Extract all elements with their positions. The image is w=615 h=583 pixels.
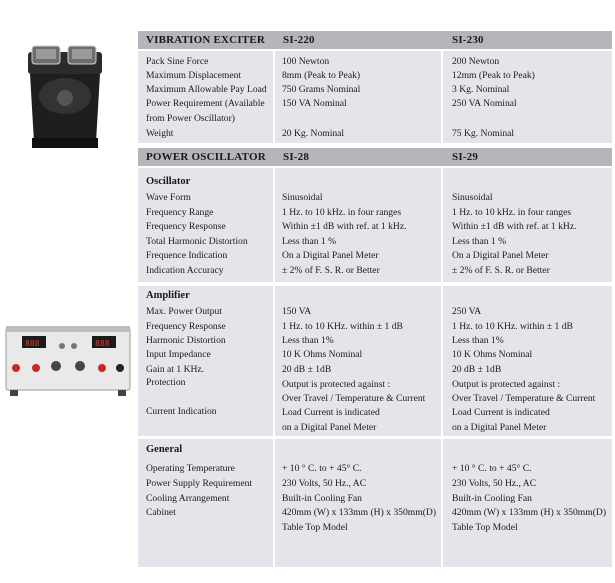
exciter-row-b: 75 Kg. Nominal (452, 128, 515, 139)
oscillator-title: POWER OSCILLATOR (146, 151, 266, 163)
oscillator-row-label: Frequency Range (146, 207, 214, 218)
amplifier-row-b: Less than 1% (452, 335, 504, 346)
amplifier-row-a: Over Travel / Temperature & Current (282, 393, 426, 404)
general-row-b: 420mm (W) x 133mm (H) x 350mm(D) (452, 507, 607, 518)
amplifier-section-title: Amplifier (146, 290, 190, 301)
general-row-b: + 10 ° C. to + 45° C. (452, 463, 532, 474)
general-row-a: Built-in Cooling Fan (282, 493, 362, 504)
svg-text:888: 888 (25, 339, 40, 348)
amplifier-row-a: Less than 1% (282, 335, 334, 346)
general-row-a: 230 Volts, 50 Hz., AC (282, 478, 367, 489)
general-row-label: Cabinet (146, 507, 176, 518)
general-row-b: 230 Volts, 50 Hz., AC (452, 478, 537, 489)
exciter-row-a: 150 VA Nominal (282, 98, 347, 109)
exciter-row-a: 8mm (Peak to Peak) (282, 70, 361, 81)
oscillator-row-label: Frequence Indication (146, 250, 228, 261)
general-row-label: Power Supply Requirement (146, 478, 253, 489)
general-row-b: Built-in Cooling Fan (452, 493, 532, 504)
general-row-a: 420mm (W) x 133mm (H) x 350mm(D) (282, 507, 437, 518)
oscillator-row-b: Less than 1 % (452, 236, 507, 247)
amplifier-row-label: Current Indication (146, 406, 217, 417)
exciter-row-a: 750 Grams Nominal (282, 84, 361, 95)
amplifier-row-b: 250 VA (452, 306, 482, 317)
oscillator-model-a: SI-28 (283, 151, 310, 163)
exciter-row-label: Weight (146, 128, 174, 139)
oscillator-row-a: 1 Hz. to 10 kHz. in four ranges (282, 207, 402, 218)
exciter-row-b: 250 VA Nominal (452, 98, 517, 109)
general-row-a: + 10 ° C. to + 45° C. (282, 463, 362, 474)
exciter-model-a: SI-220 (283, 34, 315, 46)
general-row-b: Table Top Model (452, 522, 518, 533)
oscillator-row-label: Wave Form (146, 192, 191, 203)
oscillator-row-label: Total Harmonic Distortion (146, 236, 248, 247)
amplifier-row-label: Gain at 1 KHz. (146, 364, 205, 375)
amplifier-row-label: Protection (146, 377, 186, 388)
amplifier-row-b: on a Digital Panel Meter (452, 422, 547, 433)
amplifier-row-b: Load Current is indicated (452, 407, 550, 418)
oscillator-row-b: 1 Hz. to 10 kHz. in four ranges (452, 207, 572, 218)
general-section-title: General (146, 444, 183, 455)
amplifier-row-a: Output is protected against : (282, 379, 391, 390)
exciter-title: VIBRATION EXCITER (146, 34, 266, 46)
exciter-row-a: 100 Newton (282, 56, 330, 67)
amplifier-row-label: Input Impedance (146, 349, 211, 360)
exciter-row-label: Maximum Displacement (146, 70, 242, 81)
exciter-row-b: 3 Kg. Nominal (452, 84, 510, 95)
general-row-label: Cooling Arrangement (146, 493, 230, 504)
oscillator-row-label: Indication Accuracy (146, 265, 224, 276)
exciter-row-a: 20 Kg. Nominal (282, 128, 345, 139)
amplifier-row-b: 20 dB ± 1dB (452, 364, 502, 375)
oscillator-row-a: Within ±1 dB with ref. at 1 kHz. (282, 221, 407, 232)
exciter-row-label: Power Requirement (Available (146, 98, 265, 109)
amplifier-row-a: 20 dB ± 1dB (282, 364, 332, 375)
amplifier-row-a: on a Digital Panel Meter (282, 422, 377, 433)
amplifier-row-b: 1 Hz. to 10 KHz. within ± 1 dB (452, 321, 573, 332)
amplifier-row-a: 1 Hz. to 10 KHz. within ± 1 dB (282, 321, 403, 332)
amplifier-row-label: Max. Power Output (146, 306, 222, 317)
oscillator-row-label: Frequency Response (146, 221, 226, 232)
oscillator-row-a: ± 2% of F. S. R. or Better (282, 265, 380, 276)
exciter-row-label: Pack Sine Force (146, 56, 209, 67)
exciter-row-b: 12mm (Peak to Peak) (452, 70, 535, 81)
exciter-model-b: SI-230 (452, 34, 484, 46)
amplifier-row-label: Harmonic Distortion (146, 335, 226, 346)
vibration-exciter-photo (22, 40, 108, 152)
amplifier-row-a: Load Current is indicated (282, 407, 380, 418)
svg-text:888: 888 (95, 339, 110, 348)
oscillator-section-title: Oscillator (146, 176, 191, 187)
oscillator-row-b: Sinusoidal (452, 192, 493, 203)
amplifier-row-a: 10 K Ohms Nominal (282, 349, 363, 360)
oscillator-row-a: Less than 1 % (282, 236, 337, 247)
exciter-row-label: Maximum Allowable Pay Load (146, 84, 267, 95)
oscillator-row-b: Within ±1 dB with ref. at 1 kHz. (452, 221, 577, 232)
oscillator-model-b: SI-29 (452, 151, 479, 163)
exciter-row-label: from Power Oscillator) (146, 113, 235, 124)
oscillator-row-a: Sinusoidal (282, 192, 323, 203)
oscillator-row-b: ± 2% of F. S. R. or Better (452, 265, 550, 276)
general-row-label: Operating Temperature (146, 463, 235, 474)
amplifier-row-label: Frequency Response (146, 321, 226, 332)
amplifier-row-b: Over Travel / Temperature & Current (452, 393, 596, 404)
amplifier-row-a: 150 VA (282, 306, 312, 317)
amplifier-row-b: 10 K Ohms Nominal (452, 349, 533, 360)
amplifier-row-b: Output is protected against : (452, 379, 561, 390)
exciter-row-b: 200 Newton (452, 56, 500, 67)
oscillator-row-a: On a Digital Panel Meter (282, 250, 379, 261)
oscillator-row-b: On a Digital Panel Meter (452, 250, 549, 261)
general-row-a: Table Top Model (282, 522, 348, 533)
power-oscillator-photo (4, 322, 132, 400)
